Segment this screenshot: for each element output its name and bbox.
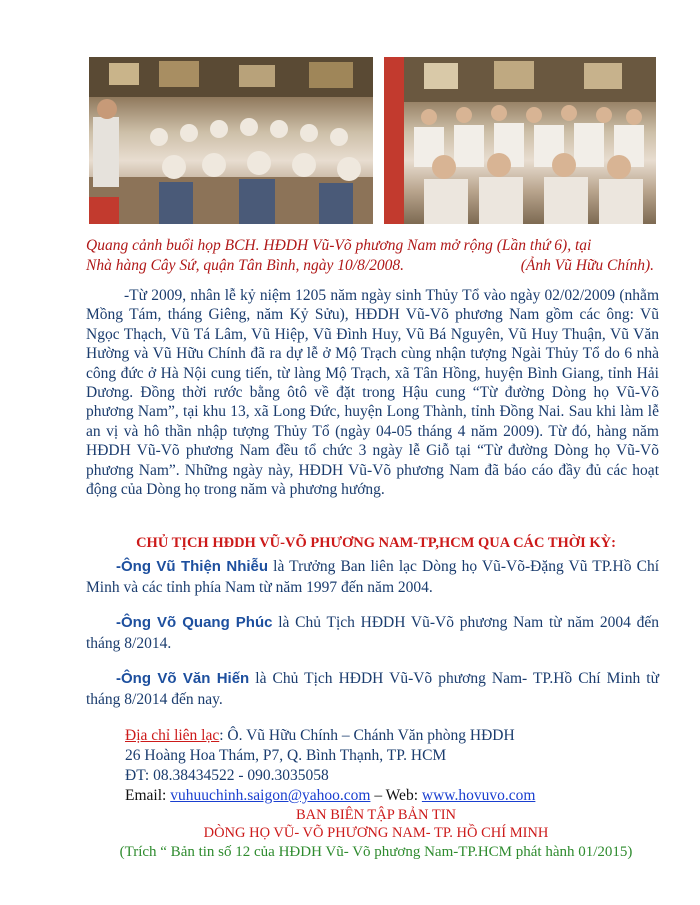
contact-label: Địa chỉ liên lạc — [125, 727, 220, 744]
contact-email-web-line — [125, 786, 665, 806]
chair-entry — [86, 668, 659, 710]
chair-name: -Ông Vũ Thiện Nhiễu — [116, 558, 269, 575]
chair-description: là Chủ Tịch HĐDH Vũ-Võ phương Nam từ năm 2004 đến tháng 8/2014. — [86, 614, 659, 652]
editorial-board: BAN BIÊN TẬP BẢN TIN — [295, 807, 457, 823]
chair-description: là Trưởng Ban liên lạc Dòng họ Vũ-Võ-Đặng Vũ TP.Hồ Chí Minh và các tỉnh phía Nam từ năm 1997 đến năm 2004. — [86, 558, 660, 596]
clan-name: DÒNG HỌ VŨ- VÕ PHƯƠNG NAM- TP. HỒ CHÍ MINH — [203, 825, 549, 841]
meeting-photo-right — [384, 57, 656, 224]
contact-address: 26 Hoàng Hoa Thám, P7, Q. Bình Thạnh, TP. HCM — [125, 747, 447, 764]
email-link[interactable]: vuhuuchinh.saigon@yahoo.com — [170, 787, 371, 804]
photo-caption — [86, 236, 666, 275]
meeting-photo-left — [89, 57, 373, 224]
source-note: (Trích “ Bản tin số 12 của HĐDH Vũ- Võ phương Nam-TP.HCM phát hành 01/2015) — [119, 844, 633, 860]
chair-name: -Ông Võ Văn Hiến — [116, 670, 250, 687]
email-label: Email: — [125, 787, 171, 804]
section-heading: CHỦ TỊCH HĐDH VŨ-VÕ PHƯƠNG NAM-TP,HCM QUA CÁC THỜI KỲ: — [136, 535, 616, 551]
contact-person: : Ô. Vũ Hữu Chính – Chánh Văn phòng HĐDH — [219, 727, 515, 744]
chair-name: -Ông Võ Quang Phúc — [116, 614, 273, 631]
photo-credit: (Ảnh Vũ Hữu Chính). — [520, 256, 654, 274]
contact-person-line — [125, 726, 665, 746]
history-paragraph: -Từ 2009, nhân lễ kỷ niệm 1205 năm ngày sinh Thủy Tổ vào ngày 02/02/2009 (nhằm Mồng Tám, tháng Giêng, năm Kỷ Sửu), HĐDH Vũ-Võ phương Nam gồm các ông: Vũ Ngọc Thạch, Vũ Tá Lâm, Vũ Hiệp, Vũ Đình Huy, Vũ Bá Nguyên, Vũ Huy Thuận, Vũ Văn Hường và Vũ Hữu Chính đã ra dự lễ ở Mộ Trạch cùng nhận tượng Ngài Thủy Tổ do 6 nhà công đức ở Hà Nội cung tiến, từ làng Mộ Trạch, xã Tân Hồng, huyện Bình Giang, tỉnh Hải Dương. Đồng thời rước bằng ôtô về đặt trong Hậu cung “Từ đường Dòng họ Vũ-Võ phương Nam”, tại khu 13, xã Long Đức, huyện Long Thành, tỉnh Đồng Nai. Sau khi làm lễ an vị và hô thần nhập tượng Thủy Tổ (ngày 04-05 tháng 4 năm 2009). Từ đó, hàng năm HĐDH Vũ-Võ phương Nam đều tổ chức 3 ngày lễ Giỗ tại “Từ đường Dòng họ Vũ-Võ phương Nam”. Những ngày này, HĐDH Vũ-Võ phương Nam đã báo cáo đầy đủ các hoạt động của Dòng họ trong năm và phương hướng. — [86, 287, 659, 499]
chair-entry — [86, 556, 659, 598]
caption-line-1: Quang cảnh buổi họp BCH. HĐDH Vũ-Võ phương Nam mở rộng (Lần thứ 6), tại — [86, 237, 592, 254]
caption-line-2: Nhà hàng Cây Sứ, quận Tân Bình, ngày 10/8/2008. — [86, 256, 405, 274]
web-link[interactable]: www.hovuvo.com — [421, 787, 536, 804]
web-label: – Web: — [370, 787, 422, 804]
chair-entry — [86, 612, 659, 654]
chair-description: là Chủ Tịch HĐDH Vũ-Võ phương Nam- TP.Hồ Chí Minh từ tháng 8/2014 đến nay. — [86, 670, 659, 708]
contact-phone: ĐT: 08.38434522 - 090.3035058 — [125, 767, 329, 784]
